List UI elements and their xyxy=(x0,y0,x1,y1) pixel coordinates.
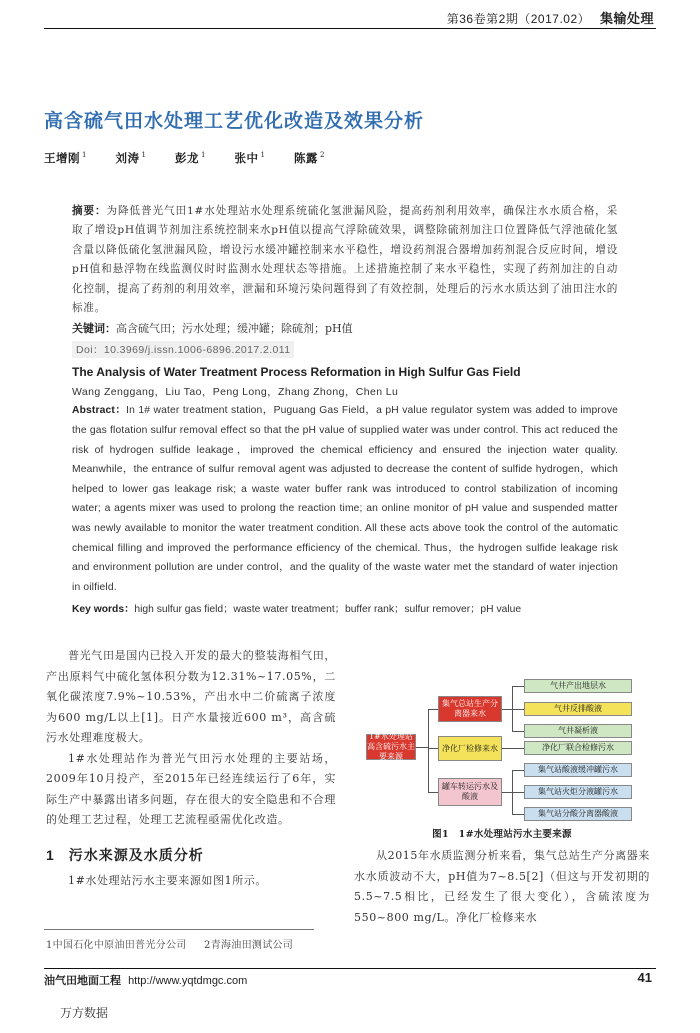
body-paragraph: 从2015年水质监测分析来看，集气总站生产分离器来水水质波动不大，pH值为7~8.5[2]（但这与开发初期的5.5~7.5相比，已经发生了很大变化），含硫浓度为550~800 mg/L。净化厂检修来水 xyxy=(354,849,650,924)
diagram-source-node: 罐车转运污水及酸液 xyxy=(438,778,502,806)
footer-journal: 油气田地面工程 http://www.yqtdmgc.com xyxy=(44,975,248,987)
abstract-cn: 摘要：为降低普光气田1#水处理站水处理系统硫化氢泄漏风险，提高药剂利用效率，确保注水水质合格，采取了增设pH值调节剂加注系统控制来水pH值以提高气浮除硫效果，调整除硫剂加注口位置降低气浮池硫化氢含量以降低硫化氢泄漏风险，增设污水缓冲罐控制来水平稳性，增设药剂混合器增加药剂混合反应时间，增设pH值和悬浮物在线监测仪时时监测水处理状态等措施。上述措施控制了来水平稳性，实现了药剂加注的自动化控制，提高了药剂的利用效率，泄漏和环境污染问题得到了有效控制，处理后的污水水质达到了油田注水的标准。 xyxy=(72,205,618,315)
author-list xyxy=(44,150,349,166)
page-number: 41 xyxy=(637,970,652,985)
figure-caption: 图1 1#水处理站污水主要来源 xyxy=(432,829,572,840)
body-paragraph: 普光气田是国内已投入开发的最大的整装海相气田，产出原料气中硫化氢体积分数为12.31%~17.05%，二氧化碳浓度7.9%~10.53%，产出水中二价硫离子浓度为600 mg/L以上[1]。日产水量接近600 m³，高含硫污水处理难度极大。 xyxy=(46,649,336,744)
header-issue: 第36卷第2期（2017.02） xyxy=(446,12,591,26)
english-title: The Analysis of Water Treatment Process Reformation in High Sulfur Gas Field xyxy=(72,365,521,380)
diagram-leaf-node: 气井反排酸液 xyxy=(524,702,632,716)
diagram-leaf-node: 净化厂联合检修污水 xyxy=(524,741,632,755)
watermark-text: 万方数据 xyxy=(60,1006,109,1020)
diagram-source-node: 集气总站生产分离器来水 xyxy=(438,696,502,722)
diagram-leaf-node: 集气站酸液缓冲罐污水 xyxy=(524,763,632,777)
diagram-leaf-node: 集气站分酸分离器酸液 xyxy=(524,807,632,821)
header-journal-section: 集输处理 xyxy=(599,11,654,26)
body-right-column xyxy=(354,846,650,928)
section-heading: 1 污水来源及水质分析 xyxy=(46,846,204,863)
abstract-en: Abstract：In 1# water treatment station，Puguang Gas Field，a pH value regulator system was added to improve the gas flotation sulfur removal effect so that the pH value of supplied water was under control. This act reduced the risk of hydrogen sulfide leakage，improved the chemical efficiency and ensured the injection water quality. Meanwhile，the entrance of sulfur removal agent was adjusted to decrease the content of sulfide hydrogen，which helped to lower gas leakage risk; a waste water buffer rank was introduced to control stabilization of incoming water; a agents mixer was used to prolong the reaction time; an online monitor of pH value and suspended matter was newly available to monitor the water treatment condition. All these acts above took the control of the automatic chemical filling and improved the performance efficiency of the chemical. Thus，the hydrogen sulfide leakage risk and environment pollution are under control，and the quality of the waste water met the standard of water injection in oilfield. xyxy=(72,405,619,593)
english-authors: Wang Zenggang，Liu Tao，Peng Long，Zhang Zhong，Chen Lu xyxy=(72,386,399,399)
footer-rule xyxy=(44,968,656,969)
diagram-source-node: 净化厂检修来水 xyxy=(438,736,502,761)
footnote-rule xyxy=(44,929,314,930)
body-left-column xyxy=(46,646,336,891)
diagram-leaf-node: 气井凝析液 xyxy=(524,724,632,738)
keywords-en: Key words：high sulfur gas field；waste water treatment；buffer rank；sulfur remover；pH value xyxy=(72,604,522,616)
body-paragraph: 1#水处理站作为普光气田污水处理的主要站场，2009年10月投产，至2015年已经连续运行了6年，实际生产中暴露出诸多问题，存在很大的安全隐患和不合理的处理工艺过程，处理工艺流程亟需优化改造。 xyxy=(46,751,336,826)
diagram-leaf-node: 集气站火炬分液罐污水 xyxy=(524,785,632,799)
abstract-block xyxy=(72,202,618,615)
author: 王增刚 $^1$ xyxy=(44,151,87,165)
header-rule xyxy=(44,28,656,29)
affiliation-footnote: 1中国石化中原油田普光分公司 2青海油田测试公司 xyxy=(46,940,294,951)
author: 刘涛 $^1$ xyxy=(115,151,147,165)
footer-url[interactable]: http://www.yqtdmgc.com xyxy=(128,975,248,987)
doi[interactable]: Doi：10.3969/j.issn.1006-6896.2017.2.011 xyxy=(72,341,294,358)
diagram-root-node: 1#水处理站高含硫污水主要来源 xyxy=(367,732,415,761)
author: 彭龙 $^1$ xyxy=(174,151,206,165)
running-header xyxy=(447,8,654,27)
body-paragraph: 1#水处理站污水主要来源如图1所示。 xyxy=(68,873,268,887)
author: 陈露 $^2$ xyxy=(293,151,325,165)
diagram-leaf-node: 气井产出地层水 xyxy=(524,679,632,693)
keywords-cn: 关键词：高含硫气田；污水处理；缓冲罐；除硫剂；pH值 xyxy=(72,322,353,336)
article-title: 高含硫气田水处理工艺优化改造及效果分析 xyxy=(44,110,425,132)
figure-1-diagram xyxy=(354,676,650,816)
author: 张中 $^1$ xyxy=(234,151,266,165)
